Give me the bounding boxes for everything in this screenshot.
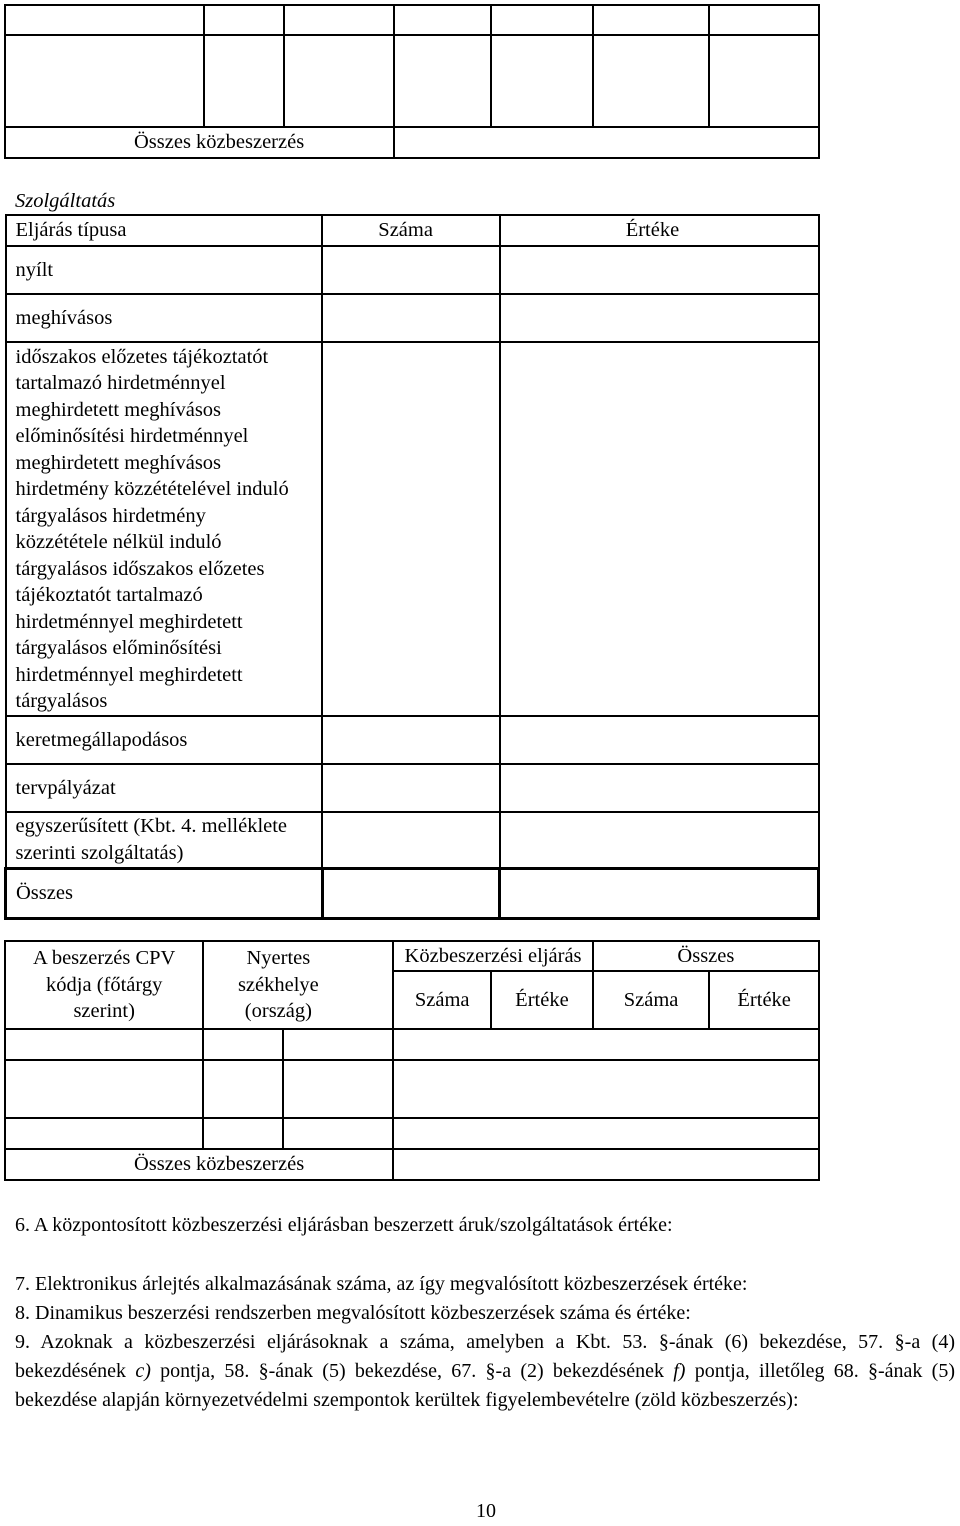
cell — [5, 1118, 203, 1149]
top-table — [4, 4, 820, 159]
cell — [393, 1029, 819, 1060]
header-value: Értéke — [500, 215, 819, 246]
cell — [500, 716, 819, 764]
paragraph-9 — [15, 1328, 955, 1415]
cell — [5, 1029, 203, 1060]
page-number: 10 — [476, 1500, 496, 1522]
row-label: keretmegállapodásos — [6, 716, 323, 764]
cell — [393, 1149, 819, 1180]
row-label: időszakos előzetes tájékoztatót tartalmazó hirdetménnyel meghirdetett meghívásos előminősítési hirdetménnyel meghirdetett meghívásos hirdetmény közzétételével induló tárgyalásos hirdetmény közzététele nélkül induló tárgyalásos időszakos előzetes tájékoztatót tartalmazó hirdetménnyel meghirdetett tárgyalásos előminősítési hirdetménnyel meghirdetett tárgyalásos — [6, 342, 323, 716]
paragraph-7: 7. Elektronikus árlejtés alkalmazásának száma, az így megvalósított közbeszerzések értéke: — [15, 1273, 748, 1295]
sub-value-header: Értéke — [709, 971, 819, 1029]
services-table — [4, 214, 820, 920]
header-type: Eljárás típusa — [6, 215, 323, 246]
paragraph-9-text: pontja, illetőleg 68. §-ának (5) bekezdése alapján környezetvédelmi szempontok kerültek figyelembevételre (zöld közbeszerzés): — [15, 1360, 956, 1411]
cell — [394, 127, 819, 158]
cell — [5, 5, 204, 35]
group-total-header: Összes — [593, 941, 819, 971]
total-label: Összes — [6, 868, 323, 918]
top-total-label: Összes közbeszerzés — [5, 127, 394, 158]
cell — [322, 716, 499, 764]
sub-count-header: Száma — [593, 971, 710, 1029]
cell — [203, 1118, 283, 1149]
group-procedure-header: Közbeszerzési eljárás — [393, 941, 592, 971]
cell — [393, 1118, 819, 1149]
sub-value-header: Értéke — [491, 971, 593, 1029]
header-count: Száma — [322, 215, 499, 246]
cell — [204, 35, 284, 127]
cell — [283, 1118, 393, 1149]
cell — [500, 868, 819, 918]
col-cpv-header: A beszerzés CPV kódja (főtárgy szerint) — [5, 941, 203, 1029]
cell — [283, 1060, 393, 1118]
cell — [593, 35, 710, 127]
section-title: Szolgáltatás — [15, 190, 116, 212]
cell — [284, 35, 394, 127]
cell — [593, 5, 710, 35]
cell — [322, 294, 499, 342]
cell — [500, 342, 819, 716]
cell — [283, 1029, 393, 1060]
cell — [5, 35, 204, 127]
cell — [709, 35, 819, 127]
cell — [491, 5, 593, 35]
cell — [203, 1029, 283, 1060]
cell — [500, 764, 819, 812]
row-label: nyílt — [6, 246, 323, 294]
cell — [500, 294, 819, 342]
paragraph-9-text: pontja, 58. §-ának (5) bekezdése, 67. §-a (2) bekezdésének — [150, 1360, 674, 1382]
paragraph-9-text: 9. Azoknak a közbeszerzési eljárásoknak a száma, amelyben a Kbt. 53. §-ának (6) bekezdése, 57. §-a (4) bekezdésének — [15, 1331, 955, 1382]
cell — [500, 812, 819, 868]
cell — [284, 5, 394, 35]
cell — [322, 812, 499, 868]
sub-count-header: Száma — [393, 971, 491, 1029]
paragraph-9-italic: f) — [673, 1360, 686, 1382]
cell — [322, 246, 499, 294]
cell — [5, 1060, 203, 1118]
cell — [322, 342, 499, 716]
row-label: egyszerűsített (Kbt. 4. melléklete szerinti szolgáltatás) — [6, 812, 323, 868]
cpv-table — [4, 940, 820, 1181]
cell — [394, 5, 492, 35]
cell — [322, 868, 499, 918]
row-label: tervpályázat — [6, 764, 323, 812]
row-label: meghívásos — [6, 294, 323, 342]
cpv-total-label: Összes közbeszerzés — [5, 1149, 393, 1180]
cell — [500, 246, 819, 294]
paragraph-9-italic: c) — [135, 1360, 151, 1382]
cell — [203, 1060, 283, 1118]
cell — [491, 35, 593, 127]
cell — [322, 764, 499, 812]
paragraph-6: 6. A központosított közbeszerzési eljárásban beszerzett áruk/szolgáltatások értéke: — [15, 1214, 673, 1236]
cell — [709, 5, 819, 35]
col-winner-header: Nyertes székhelye (ország) — [203, 941, 393, 1029]
cell — [394, 35, 492, 127]
cell — [393, 1060, 819, 1118]
paragraph-8: 8. Dinamikus beszerzési rendszerben megvalósított közbeszerzések száma és értéke: — [15, 1302, 691, 1324]
cell — [204, 5, 284, 35]
